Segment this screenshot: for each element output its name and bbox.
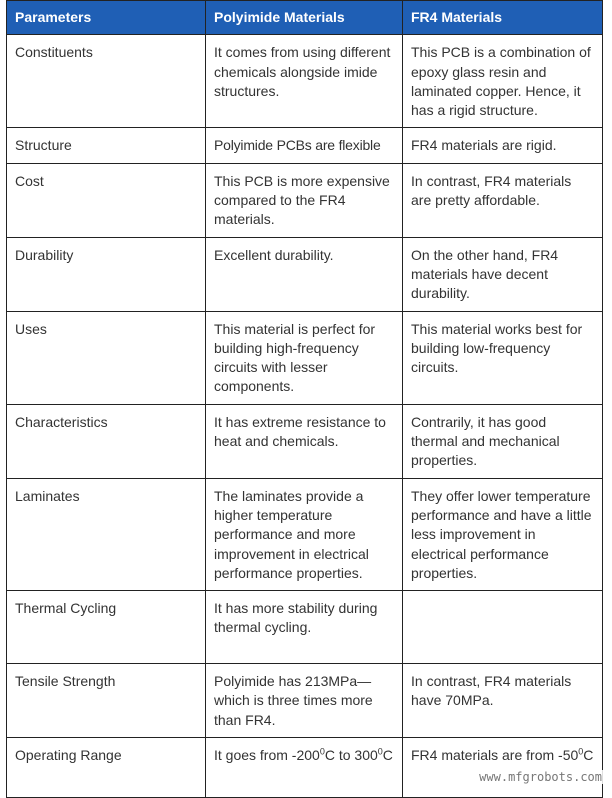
cell-polyimide: This PCB is more expensive compared to the FR4 materials. (206, 163, 403, 237)
table-row (7, 163, 603, 237)
range-text: C to 300 (324, 747, 378, 764)
cell-polyimide: Polyimide has 213MPa—which is three times more than FR4. (206, 664, 403, 738)
header-polyimide: Polyimide Materials (206, 1, 403, 35)
table-row (7, 404, 603, 478)
cell-parameter: Tensile Strength (7, 664, 206, 738)
cell-parameter: Characteristics (7, 404, 206, 478)
range-text: FR4 materials are from -50 (411, 747, 579, 764)
comparison-table (6, 0, 603, 798)
cell-polyimide: The laminates provide a higher temperature performance and more improvement in electrical performance properties. (206, 478, 403, 590)
degree-superscript: 0 (578, 746, 584, 757)
header-row (7, 1, 603, 35)
table-row (7, 35, 603, 128)
degree-superscript: 0 (319, 746, 325, 757)
header-fr4: FR4 Materials (403, 1, 603, 35)
table-row (7, 478, 603, 590)
cell-parameter: Durability (7, 237, 206, 311)
cell-fr4: In contrast, FR4 materials are pretty affordable. (403, 163, 603, 237)
cell-fr4: They offer lower temperature performance and have a little less improvement in electrical performance properties. (403, 478, 603, 590)
cell-parameter: Cost (7, 163, 206, 237)
cell-polyimide: Polyimide PCBs are flexible (206, 128, 403, 163)
cell-parameter: Structure (7, 128, 206, 163)
cell-fr4 (403, 591, 603, 664)
cell-polyimide: This material is perfect for building high-frequency circuits with lesser components. (206, 311, 403, 404)
cell-parameter: Laminates (7, 478, 206, 590)
cell-parameter: Operating Range (7, 738, 206, 798)
cell-fr4: This material works best for building low-frequency circuits. (403, 311, 603, 404)
table-row (7, 128, 603, 163)
watermark: www.mfgrobots.com (479, 770, 602, 784)
header-parameters: Parameters (7, 1, 206, 35)
cell-parameter: Uses (7, 311, 206, 404)
range-text: C (583, 747, 594, 764)
cell-polyimide: Excellent durability. (206, 237, 403, 311)
cell-fr4: Contrarily, it has good thermal and mechanical properties. (403, 404, 603, 478)
cell-fr4: In contrast, FR4 materials have 70MPa. (403, 664, 603, 738)
cell-fr4 (403, 738, 603, 798)
cell-parameter: Thermal Cycling (7, 591, 206, 664)
cell-fr4: FR4 materials are rigid. (403, 128, 603, 163)
cell-polyimide: It has extreme resistance to heat and chemicals. (206, 404, 403, 478)
cell-polyimide: It has more stability during thermal cycling. (206, 591, 403, 664)
cell-polyimide (206, 738, 403, 798)
cell-fr4: On the other hand, FR4 materials have decent durability. (403, 237, 603, 311)
table-row (7, 311, 603, 404)
cell-parameter: Constituents (7, 35, 206, 128)
table-row (7, 738, 603, 798)
table-row (7, 237, 603, 311)
range-text: It goes from -200 (214, 747, 320, 764)
cell-polyimide: It comes from using different chemicals alongside imide structures. (206, 35, 403, 128)
degree-superscript: 0 (377, 746, 383, 757)
table-row (7, 591, 603, 664)
cell-fr4: This PCB is a combination of epoxy glass resin and laminated copper. Hence, it has a rigid structure. (403, 35, 603, 128)
table-row (7, 664, 603, 738)
range-text: C (382, 747, 393, 764)
